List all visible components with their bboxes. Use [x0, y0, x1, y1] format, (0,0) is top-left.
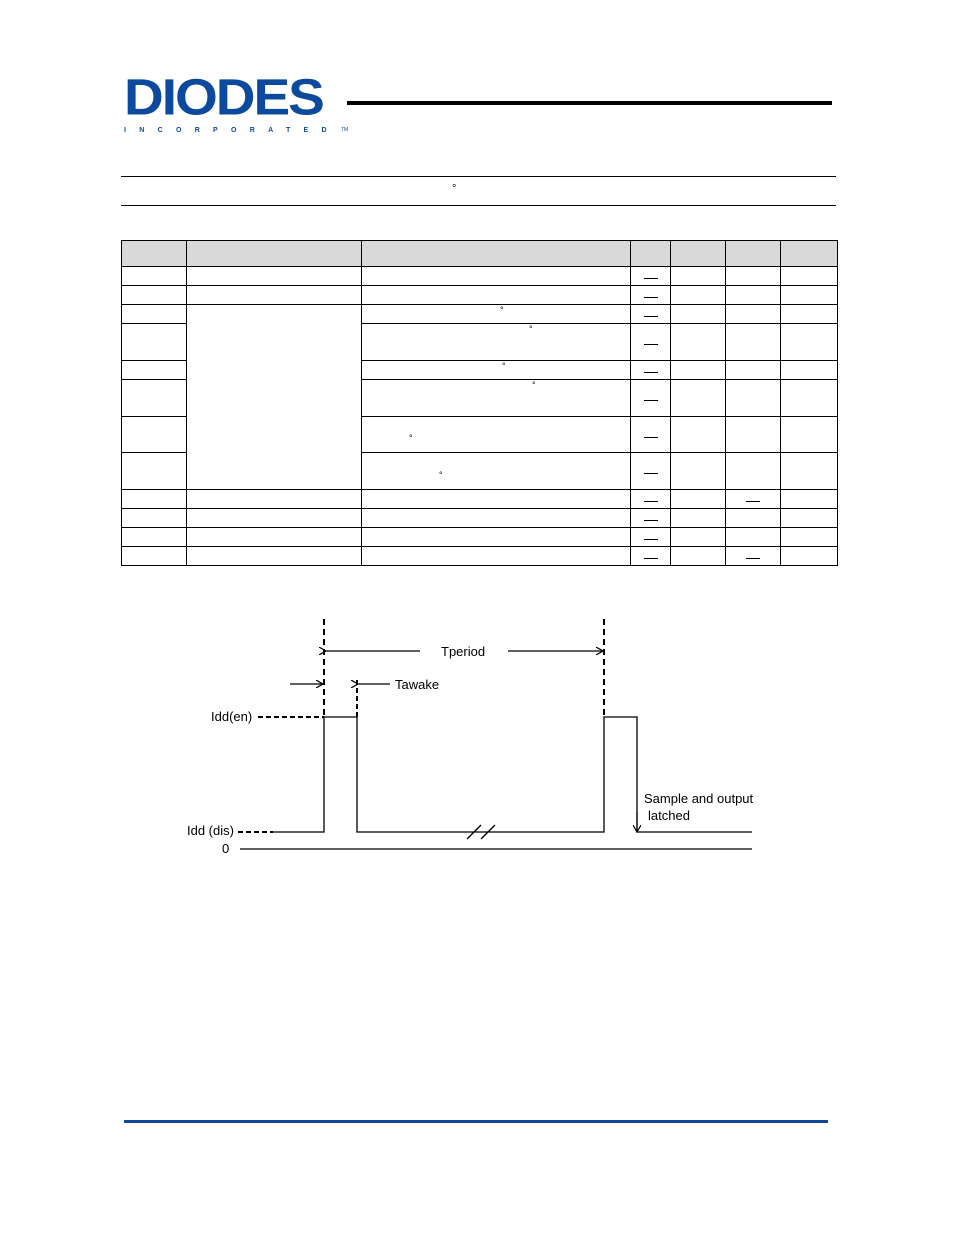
table-row [122, 547, 838, 566]
table-row [122, 490, 838, 509]
dash-mark [644, 400, 658, 401]
header-cell [362, 241, 631, 267]
dash-mark [644, 539, 658, 540]
table-row [122, 305, 838, 324]
table-row [122, 286, 838, 305]
logo-subtitle: INCORPORATED [124, 127, 340, 134]
dash-mark [644, 437, 658, 438]
zero-label: 0 [222, 841, 230, 856]
header-cell [631, 241, 671, 267]
tawake-label: Tawake [395, 677, 440, 692]
diodes-logo: DIODES [124, 68, 323, 126]
sample-label-line1: Sample and output [644, 791, 754, 806]
header-cell [726, 241, 781, 267]
electrical-characteristics-table [121, 240, 838, 566]
table-row [122, 509, 838, 528]
timing-diagram [0, 600, 954, 870]
table-header-row [122, 241, 838, 267]
dash-mark [644, 278, 658, 279]
degree-mark: ° [529, 324, 533, 334]
header-cell [781, 241, 838, 267]
dash-mark [644, 501, 658, 502]
dash-mark [746, 558, 760, 559]
dash-mark [746, 501, 760, 502]
degree-mark: ° [532, 380, 536, 390]
table-row [122, 528, 838, 547]
dash-mark [644, 520, 658, 521]
header-cell [671, 241, 726, 267]
logo-trademark: TM [341, 127, 349, 133]
header-rule [347, 101, 832, 105]
dash-mark [644, 344, 658, 345]
degree-mark: ° [439, 470, 443, 480]
degree-mark: ° [409, 433, 413, 443]
tperiod-label: Tperiod [441, 644, 486, 659]
dash-mark [644, 297, 658, 298]
dash-mark [644, 372, 658, 373]
degree-mark: ° [502, 361, 506, 371]
idd-en-label: Idd(en) [211, 709, 253, 724]
header-cell [187, 241, 362, 267]
title-bottom-rule [121, 205, 836, 206]
dash-mark [644, 558, 658, 559]
dash-mark [644, 473, 658, 474]
sample-label-line2: latched [648, 808, 690, 823]
footer-rule [124, 1120, 828, 1123]
degree-mark: ° [500, 305, 504, 315]
dash-mark [644, 316, 658, 317]
idd-dis-label: Idd (dis) [187, 823, 234, 838]
header-cell [122, 241, 187, 267]
title-top-rule [121, 176, 836, 177]
table-row [122, 267, 838, 286]
title-degree-mark: ° [452, 183, 457, 195]
